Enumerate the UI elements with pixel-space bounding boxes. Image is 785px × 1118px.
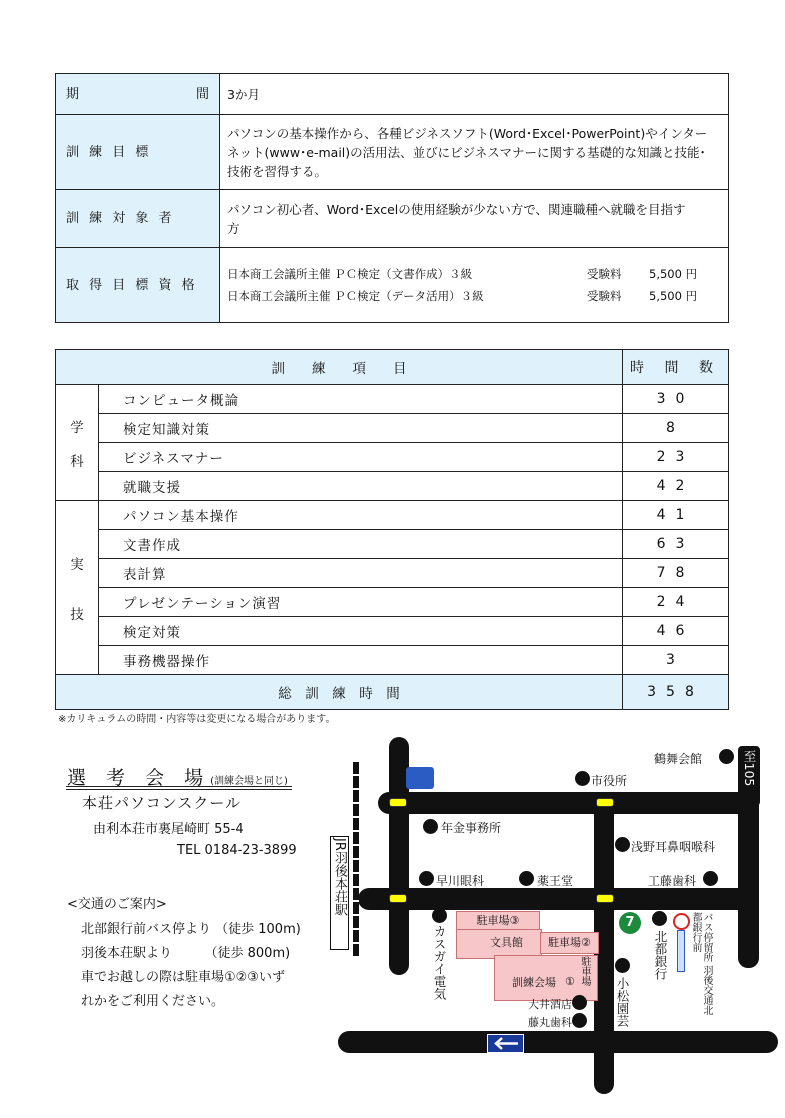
title-underline xyxy=(66,786,292,787)
traffic-light-icon xyxy=(596,894,614,903)
table-row: 検定知識対策 8 xyxy=(56,414,729,443)
category-academic: 学 科 xyxy=(56,385,99,501)
telephone: TEL 0184-23-3899 xyxy=(177,843,297,858)
curriculum-header-hours: 時 間 数 xyxy=(623,350,729,385)
komatsu-marker xyxy=(615,958,630,973)
road-horizontal-bottom xyxy=(338,1031,778,1053)
traffic-light-icon xyxy=(389,798,407,807)
table-row: プレゼンテーション演習 24 xyxy=(56,588,729,617)
category-practical: 実 技 xyxy=(56,501,99,675)
curriculum-header-item: 訓 練 項 目 xyxy=(56,350,623,385)
table-row: 就職支援 42 xyxy=(56,472,729,501)
nenkin-marker xyxy=(423,819,438,834)
access-train: 羽後本荘駅より （徒歩 800m) xyxy=(81,946,291,961)
bunguya-label: 文具館 xyxy=(490,936,523,949)
table-row: 実 技 パソコン基本操作 41 xyxy=(56,501,729,530)
parking-3: 駐車場③ xyxy=(456,911,540,931)
total-hours: 358 xyxy=(623,675,729,710)
qualification-row: 日本商工会議所主催 ＰＣ検定（データ活用）３級 受験料 5,500 円 xyxy=(227,289,698,303)
venue-title: 選 考 会 場(訓練会場と同じ) xyxy=(67,767,288,789)
qualification-label: 取 得 目 標 資 格 xyxy=(56,248,220,323)
hayakawa-label: 早川眼科 xyxy=(436,874,485,888)
kasugai-marker xyxy=(432,908,447,923)
traffic-light-icon xyxy=(596,798,614,807)
komatsu-label: 小松園芸 xyxy=(615,977,630,1027)
convenience-store-icon: 7 xyxy=(619,912,641,934)
table-row: ビジネスマナー 23 xyxy=(56,443,729,472)
bus-stop-pole xyxy=(677,930,685,972)
curriculum-table xyxy=(55,349,729,710)
access-bus: 北部銀行前バス停より （徒歩 100m) xyxy=(81,922,301,937)
fujimaru-label: 藤丸歯科 xyxy=(528,1016,572,1029)
hayakawa-marker xyxy=(419,871,434,886)
kunren-label: 訓練会場 xyxy=(512,976,556,989)
shiyakusho-label: 市役所 xyxy=(591,774,628,788)
period-value: 3か月 xyxy=(220,74,729,115)
road-horizontal-top xyxy=(378,792,754,814)
total-label: 総 訓 練 時 間 xyxy=(56,675,623,710)
table-row: 文書作成 63 xyxy=(56,530,729,559)
asano-marker xyxy=(615,837,630,852)
yakuodo-label: 薬王堂 xyxy=(537,874,574,888)
traffic-light-icon xyxy=(389,894,407,903)
qualification-row: 日本商工会議所主催 ＰＣ検定（文書作成）３級 受験料 5,500 円 xyxy=(227,267,698,281)
route-label: 至105 xyxy=(742,750,757,787)
hokuto-marker xyxy=(652,911,667,926)
direction-arrow-icon xyxy=(487,1034,524,1053)
goal-value: パソコンの基本操作から、各種ビジネスソフト(Word･Excel･PowerPoint)やインター ネット(www･e-mail)の活用法、並びにビジネスマナーに関する基礎的な知識と技能･ 技術を習得する。 xyxy=(220,115,729,190)
jr-station-label: JR羽後本荘駅 xyxy=(332,838,347,916)
road-horizontal-mid xyxy=(358,888,755,910)
goal-label: 訓 練 目 標 xyxy=(56,115,220,190)
shiyakusho-marker xyxy=(575,771,590,786)
kudo-label: 工藤歯科 xyxy=(648,874,697,888)
access-car: 車でお越しの際は駐車場①②③いず xyxy=(81,970,285,985)
period-label: 期 間 xyxy=(56,74,220,115)
info-table xyxy=(55,73,729,323)
parking-1-label: 駐車場 xyxy=(579,956,590,986)
bus-stop-label: バス停留所 羽後交通北都銀行前 xyxy=(690,912,712,1016)
address: 由利本荘市裏尾崎町 55-4 xyxy=(93,822,244,837)
title-underline xyxy=(66,789,292,790)
oi-label: 大井酒店 xyxy=(528,998,572,1011)
access-heading: <交通のご案内> xyxy=(67,897,167,912)
table-row: 検定対策 46 xyxy=(56,617,729,646)
school-name: 本荘パソコンスクール xyxy=(82,794,241,812)
fujimaru-marker xyxy=(572,1013,587,1028)
nenkin-label: 年金事務所 xyxy=(441,821,502,835)
station-sign-icon xyxy=(406,767,434,789)
yakuodo-marker xyxy=(519,871,534,886)
oi-marker xyxy=(572,995,587,1010)
curriculum-note: ※カリキュラムの時間・内容等は変更になる場合があります。 xyxy=(58,714,336,725)
target-label: 訓 練 対 象 者 xyxy=(56,190,220,248)
railway-line xyxy=(353,762,359,957)
kasugai-label: カスガイ電気 xyxy=(432,925,447,1000)
access-car-cont: れかをご利用ください。 xyxy=(81,994,225,1009)
asano-label: 浅野耳鼻咽喉科 xyxy=(631,840,716,854)
target-value: パソコン初心者、Word･Excelの使用経験が少ない方で、関連職種へ就職を目指す 方 xyxy=(220,190,729,248)
table-row: 事務機器操作 3 xyxy=(56,646,729,675)
parking-2: 駐車場② xyxy=(540,932,599,954)
qualification-value xyxy=(220,248,729,323)
table-row: 学 科 コンピュータ概論 30 xyxy=(56,385,729,414)
kudo-marker xyxy=(703,871,718,886)
kakubukaikan-label: 鶴舞会館 xyxy=(654,752,703,766)
bus-stop-icon xyxy=(673,913,690,930)
hokuto-label: 北都銀行 xyxy=(653,930,668,980)
table-row: 表計算 78 xyxy=(56,559,729,588)
kakubukaikan-marker xyxy=(719,749,734,764)
parking-1: ① xyxy=(565,975,575,988)
